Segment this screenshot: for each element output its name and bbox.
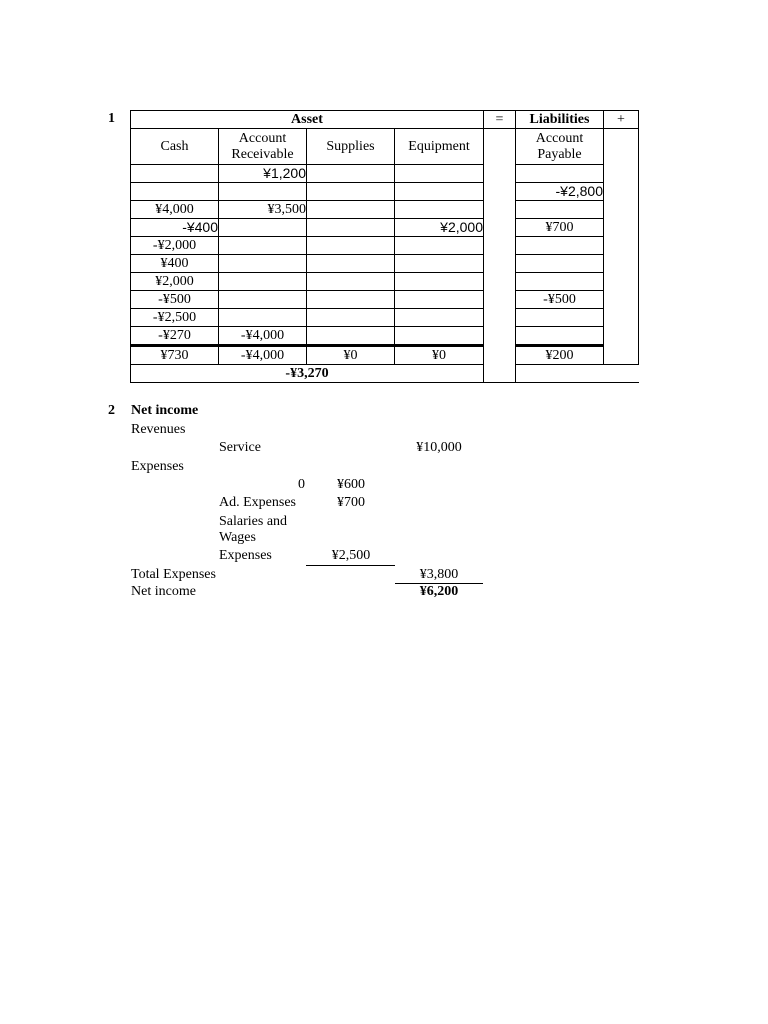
totals-row [131, 346, 639, 365]
net-income-label: Net income [131, 584, 196, 599]
cell-equipment [395, 291, 484, 309]
cell-ap [516, 201, 604, 219]
cell-ar: ¥1,200 [219, 165, 307, 183]
asset-heading: Asset [131, 111, 484, 129]
transaction-row [131, 273, 639, 291]
equals-column-cell [484, 165, 516, 183]
liabilities-heading: Liabilities [516, 111, 604, 129]
cell-supplies [307, 309, 395, 327]
transaction-row [131, 291, 639, 309]
cell-ap [516, 309, 604, 327]
cell-ap: -¥500 [516, 291, 604, 309]
cell-supplies [307, 291, 395, 309]
plus-column-cell [604, 327, 639, 346]
equals-heading: = [484, 111, 516, 129]
expense-item-label: Ad. Expenses [219, 495, 296, 510]
cell-equipment [395, 201, 484, 219]
cell-equipment: ¥2,000 [395, 219, 484, 237]
cell-ap [516, 273, 604, 291]
cell-cash: -¥2,000 [131, 237, 219, 255]
section-number-2: 2 [108, 403, 115, 418]
total-account-receivable: -¥4,000 [219, 346, 307, 365]
cell-supplies [307, 255, 395, 273]
expense-item-label: Wages [219, 530, 256, 545]
equals-column-cell [484, 291, 516, 309]
total-supplies: ¥0 [307, 346, 395, 365]
expenses-subtotal-underline [306, 565, 395, 566]
cell-equipment [395, 255, 484, 273]
expense-item-label: Expenses [219, 548, 272, 563]
revenues-label: Revenues [131, 422, 186, 437]
cell-ar: -¥4,000 [219, 327, 307, 346]
transaction-row [131, 255, 639, 273]
cell-equipment [395, 273, 484, 291]
cell-ap: ¥700 [516, 219, 604, 237]
cell-supplies [307, 201, 395, 219]
net-income-amount: ¥6,200 [419, 584, 459, 599]
accounting-equation-table [130, 110, 639, 383]
cell-ap [516, 255, 604, 273]
cell-cash [131, 183, 219, 201]
equals-column-cell [484, 365, 516, 383]
cell-supplies [307, 219, 395, 237]
equals-column-cell [484, 273, 516, 291]
cell-ar: ¥3,500 [219, 201, 307, 219]
cell-cash: ¥400 [131, 255, 219, 273]
plus-column-cell [604, 219, 639, 237]
plus-column-cell [604, 165, 639, 183]
grand-total-row [131, 365, 639, 383]
cell-ap [516, 237, 604, 255]
cell-supplies [307, 165, 395, 183]
expense-item-amount: ¥2,500 [331, 548, 371, 563]
grand-total: -¥3,270 [131, 365, 484, 383]
plus-column-cell [604, 273, 639, 291]
expenses-label: Expenses [131, 459, 184, 474]
cell-ar [219, 273, 307, 291]
plus-column-cell [604, 309, 639, 327]
equals-column [484, 129, 516, 165]
heading-row [131, 111, 639, 129]
equals-column-cell [484, 255, 516, 273]
expense-item-amount: ¥600 [337, 477, 365, 492]
expense-item-amount: ¥700 [337, 495, 365, 510]
transaction-row [131, 309, 639, 327]
cell-ar [219, 183, 307, 201]
cell-ar [219, 255, 307, 273]
transaction-row [131, 201, 639, 219]
account-payable-header: Account Payable [516, 129, 604, 165]
plus-column-cell [604, 346, 639, 365]
cell-cash: ¥2,000 [131, 273, 219, 291]
total-account-payable: ¥200 [516, 346, 604, 365]
equals-column-cell [484, 219, 516, 237]
right-total-cell [516, 365, 639, 383]
total-expenses-label: Total Expenses [131, 567, 216, 582]
equals-column-cell [484, 237, 516, 255]
plus-column-cell [604, 183, 639, 201]
transaction-row [131, 237, 639, 255]
cell-equipment [395, 183, 484, 201]
transaction-row [131, 327, 639, 346]
cell-cash: -¥2,500 [131, 309, 219, 327]
plus-column [604, 129, 639, 165]
equals-column-cell [484, 346, 516, 365]
plus-column-cell [604, 291, 639, 309]
service-amount: ¥10,000 [416, 440, 462, 455]
net-income-title: Net income [131, 403, 199, 418]
equipment-header: Equipment [395, 129, 484, 165]
total-equipment: ¥0 [395, 346, 484, 365]
plus-column-cell [604, 201, 639, 219]
plus-heading: + [604, 111, 639, 129]
plus-column-cell [604, 237, 639, 255]
total-cash: ¥730 [131, 346, 219, 365]
service-label: Service [219, 440, 261, 455]
cell-ap [516, 327, 604, 346]
supplies-header: Supplies [307, 129, 395, 165]
cash-header: Cash [131, 129, 219, 165]
cell-cash: ¥4,000 [131, 201, 219, 219]
equals-column-cell [484, 183, 516, 201]
expense-item-label: Salaries and [219, 514, 288, 529]
column-header-row [131, 129, 639, 165]
section-number-1: 1 [108, 111, 115, 126]
transaction-row [131, 165, 639, 183]
transaction-row [131, 183, 639, 201]
equals-column-cell [484, 309, 516, 327]
cell-ar [219, 309, 307, 327]
cell-equipment [395, 309, 484, 327]
cell-ap [516, 165, 604, 183]
cell-ar [219, 291, 307, 309]
cell-supplies [307, 273, 395, 291]
cell-cash [131, 165, 219, 183]
plus-column-cell [604, 255, 639, 273]
cell-equipment [395, 327, 484, 346]
expense-item-label: 0 [298, 477, 305, 492]
cell-ap: -¥2,800 [516, 183, 604, 201]
total-expenses-amount: ¥3,800 [419, 567, 459, 582]
cell-equipment [395, 237, 484, 255]
cell-equipment [395, 165, 484, 183]
cell-cash: -¥400 [131, 219, 219, 237]
cell-ar [219, 219, 307, 237]
cell-supplies [307, 237, 395, 255]
cell-supplies [307, 327, 395, 346]
cell-ar [219, 237, 307, 255]
transaction-row [131, 219, 639, 237]
cell-supplies [307, 183, 395, 201]
equals-column-cell [484, 201, 516, 219]
cell-cash: -¥500 [131, 291, 219, 309]
cell-cash: -¥270 [131, 327, 219, 346]
account-receivable-header: Account Receivable [219, 129, 307, 165]
equals-column-cell [484, 327, 516, 346]
